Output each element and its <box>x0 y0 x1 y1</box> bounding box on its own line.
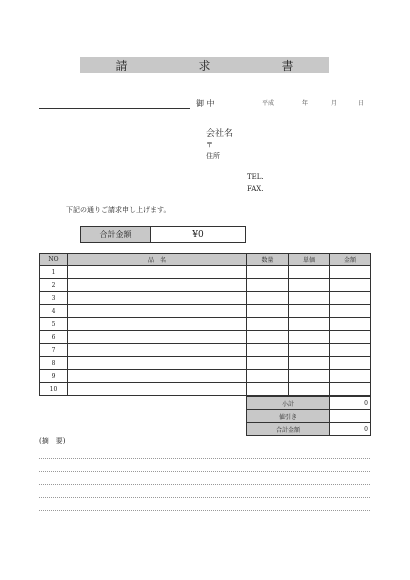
date-year: 年 <box>302 100 309 107</box>
amount-cell[interactable] <box>330 357 371 370</box>
issuer-tel: TEL. <box>247 173 264 181</box>
table-row <box>40 292 371 305</box>
table-row <box>40 370 371 383</box>
unit-price-cell[interactable] <box>289 357 330 370</box>
summary-table <box>246 396 371 436</box>
item-name-cell[interactable] <box>68 279 247 292</box>
unit-price-cell[interactable] <box>289 344 330 357</box>
note-line[interactable] <box>39 458 370 459</box>
date-era: 平成 <box>262 100 275 107</box>
quantity-cell[interactable] <box>247 292 289 305</box>
note-line[interactable] <box>39 510 370 511</box>
item-name-cell[interactable] <box>68 266 247 279</box>
unit-price-cell[interactable] <box>289 370 330 383</box>
quantity-cell[interactable] <box>247 357 289 370</box>
quantity-cell[interactable] <box>247 318 289 331</box>
col-amount: 金額 <box>330 254 371 266</box>
issuer-fax: FAX. <box>247 185 264 193</box>
table-row <box>40 305 371 318</box>
row-number: 4 <box>40 305 68 318</box>
total-amount-box <box>80 226 246 243</box>
total-amount-value: ¥0 <box>192 229 204 240</box>
col-unit-price: 単価 <box>289 254 330 266</box>
table-row <box>40 279 371 292</box>
note-line[interactable] <box>39 497 370 498</box>
note-line[interactable] <box>39 471 370 472</box>
items-table <box>39 253 371 396</box>
item-name-cell[interactable] <box>68 318 247 331</box>
issuer-company: 会社名 <box>206 129 234 139</box>
row-number: 1 <box>40 266 68 279</box>
grand-total-label: 合計金額 <box>247 423 330 436</box>
amount-cell[interactable] <box>330 344 371 357</box>
amount-cell[interactable] <box>330 383 371 396</box>
date-month: 月 <box>331 100 338 107</box>
subtotal-value[interactable]: 0 <box>330 397 371 410</box>
item-name-cell[interactable] <box>68 357 247 370</box>
unit-price-cell[interactable] <box>289 266 330 279</box>
date-day: 日 <box>358 100 365 107</box>
row-number: 6 <box>40 331 68 344</box>
title-char-1: 請 <box>115 58 128 73</box>
amount-cell[interactable] <box>330 370 371 383</box>
unit-price-cell[interactable] <box>289 383 330 396</box>
summary-row-total <box>247 423 371 436</box>
item-name-cell[interactable] <box>68 370 247 383</box>
row-number: 5 <box>40 318 68 331</box>
discount-label: 値引き <box>247 410 330 423</box>
col-no: NO <box>40 254 68 266</box>
total-amount-label: 合計金額 <box>81 227 151 242</box>
issuer-address: 住所 <box>206 152 220 160</box>
discount-value[interactable] <box>330 410 371 423</box>
table-row <box>40 331 371 344</box>
quantity-cell[interactable] <box>247 383 289 396</box>
item-name-cell[interactable] <box>68 383 247 396</box>
amount-cell[interactable] <box>330 266 371 279</box>
col-item-name: 品 名 <box>68 254 247 266</box>
quantity-cell[interactable] <box>247 331 289 344</box>
summary-row-subtotal <box>247 397 371 410</box>
table-row <box>40 357 371 370</box>
subtotal-label: 小計 <box>247 397 330 410</box>
title-char-2: 求 <box>198 58 211 73</box>
amount-cell[interactable] <box>330 331 371 344</box>
items-header-row <box>40 254 371 266</box>
item-name-cell[interactable] <box>68 292 247 305</box>
notes-label: (摘 要) <box>39 437 66 445</box>
note-line[interactable] <box>39 484 370 485</box>
document-title <box>80 57 329 73</box>
amount-cell[interactable] <box>330 292 371 305</box>
item-name-cell[interactable] <box>68 344 247 357</box>
item-name-cell[interactable] <box>68 305 247 318</box>
item-name-cell[interactable] <box>68 331 247 344</box>
row-number: 9 <box>40 370 68 383</box>
unit-price-cell[interactable] <box>289 305 330 318</box>
title-char-3: 書 <box>281 58 294 73</box>
summary-row-discount <box>247 410 371 423</box>
col-quantity: 数量 <box>247 254 289 266</box>
table-row <box>40 318 371 331</box>
amount-cell[interactable] <box>330 305 371 318</box>
quantity-cell[interactable] <box>247 305 289 318</box>
table-row <box>40 344 371 357</box>
row-number: 10 <box>40 383 68 396</box>
quantity-cell[interactable] <box>247 279 289 292</box>
lead-text: 下記の通りご請求申し上げます。 <box>66 206 171 214</box>
row-number: 2 <box>40 279 68 292</box>
amount-cell[interactable] <box>330 318 371 331</box>
table-row <box>40 266 371 279</box>
quantity-cell[interactable] <box>247 266 289 279</box>
unit-price-cell[interactable] <box>289 318 330 331</box>
row-number: 7 <box>40 344 68 357</box>
addressee-suffix: 御 中 <box>196 99 215 108</box>
issuer-postal: 〒 <box>206 141 213 149</box>
unit-price-cell[interactable] <box>289 292 330 305</box>
addressee-field[interactable] <box>39 108 190 109</box>
row-number: 3 <box>40 292 68 305</box>
amount-cell[interactable] <box>330 279 371 292</box>
quantity-cell[interactable] <box>247 370 289 383</box>
grand-total-value[interactable]: 0 <box>330 423 371 436</box>
quantity-cell[interactable] <box>247 344 289 357</box>
row-number: 8 <box>40 357 68 370</box>
unit-price-cell[interactable] <box>289 331 330 344</box>
table-row <box>40 383 371 396</box>
unit-price-cell[interactable] <box>289 279 330 292</box>
